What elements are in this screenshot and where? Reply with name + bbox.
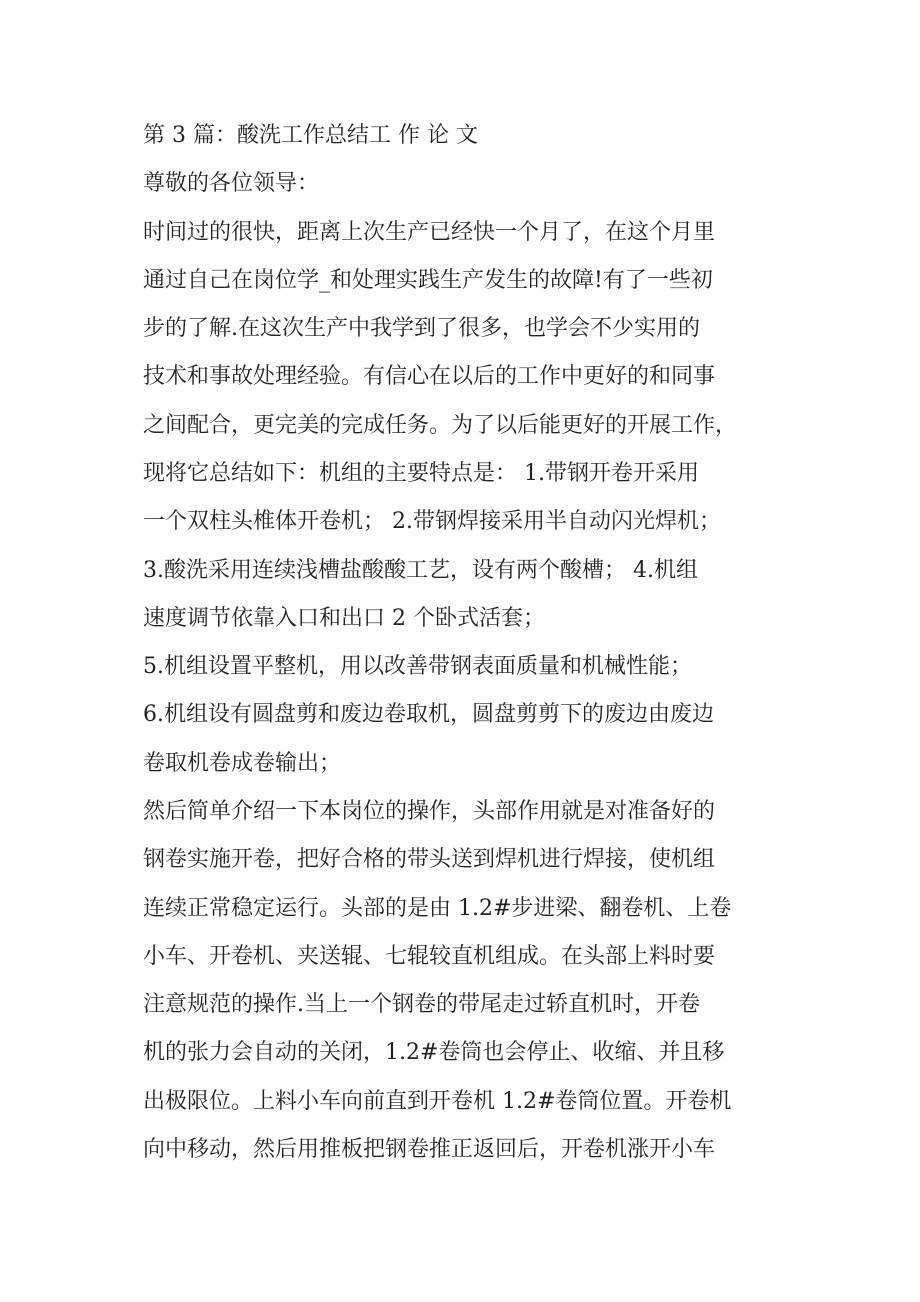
text-line: 时间过的很快，距离上次生产已经快一个月了，在这个月里 [143, 220, 716, 245]
text-line: 步的了解.在这次生产中我学到了很多，也学会不少实用的 [143, 316, 700, 341]
text-line: 速度调节依靠入口和出口 2 个卧式活套； [143, 606, 545, 631]
text-line: 卷取机卷成卷输出； [143, 751, 342, 776]
text-line: 通过自己在岗位学_和处理实践生产发生的故障!有了一些初 [143, 268, 713, 293]
text-line: 6.机组设有圆盘剪和废边卷取机，圆盘剪剪下的废边由废边 [143, 702, 714, 727]
text-line: 一个双柱头椎体开卷机； 2.带钢焊接采用半自动闪光焊机； [143, 509, 721, 534]
text-line: 向中移动，然后用推板把钢卷推正返回后，开卷机涨开小车 [143, 1137, 716, 1162]
text-line: 注意规范的操作.当上一个钢卷的带尾走过轿直机时，开卷 [143, 992, 700, 1017]
text-line: 尊敬的各位领导： [143, 171, 320, 196]
text-line: 连续正常稳定运行。头部的是由 1.2#步进梁、翻卷机、上卷 [143, 896, 732, 921]
document-title: 第 3 篇：酸洗工作总结工 作 论 文 [143, 123, 478, 148]
text-line: 现将它总结如下：机组的主要特点是： 1.带钢开卷开采用 [143, 461, 699, 486]
text-line: 之间配合，更完美的完成任务。为了以后能更好的开展工作， [143, 413, 738, 438]
text-line: 机的张力会自动的关闭，1.2#卷筒也会停止、收缩、并且移 [143, 1040, 725, 1065]
text-line: 技术和事故处理经验。有信心在以后的工作中更好的和同事 [143, 364, 716, 389]
text-line: 5.机组设置平整机，用以改善带钢表面质量和机械性能； [143, 654, 692, 679]
text-line: 出极限位。上料小车向前直到开卷机 1.2#卷筒位置。开卷机 [143, 1089, 732, 1114]
text-line: 小车、开卷机、夹送辊、七辊较直机组成。在头部上料时要 [143, 944, 716, 969]
text-line: 然后简单介绍一下本岗位的操作，头部作用就是对准备好的 [143, 799, 716, 824]
text-line: 3.酸洗采用连续浅槽盐酸酸工艺，设有两个酸槽； 4.机组 [143, 558, 698, 583]
text-line: 钢卷实施开卷，把好合格的带头送到焊机进行焊接，使机组 [143, 847, 716, 872]
